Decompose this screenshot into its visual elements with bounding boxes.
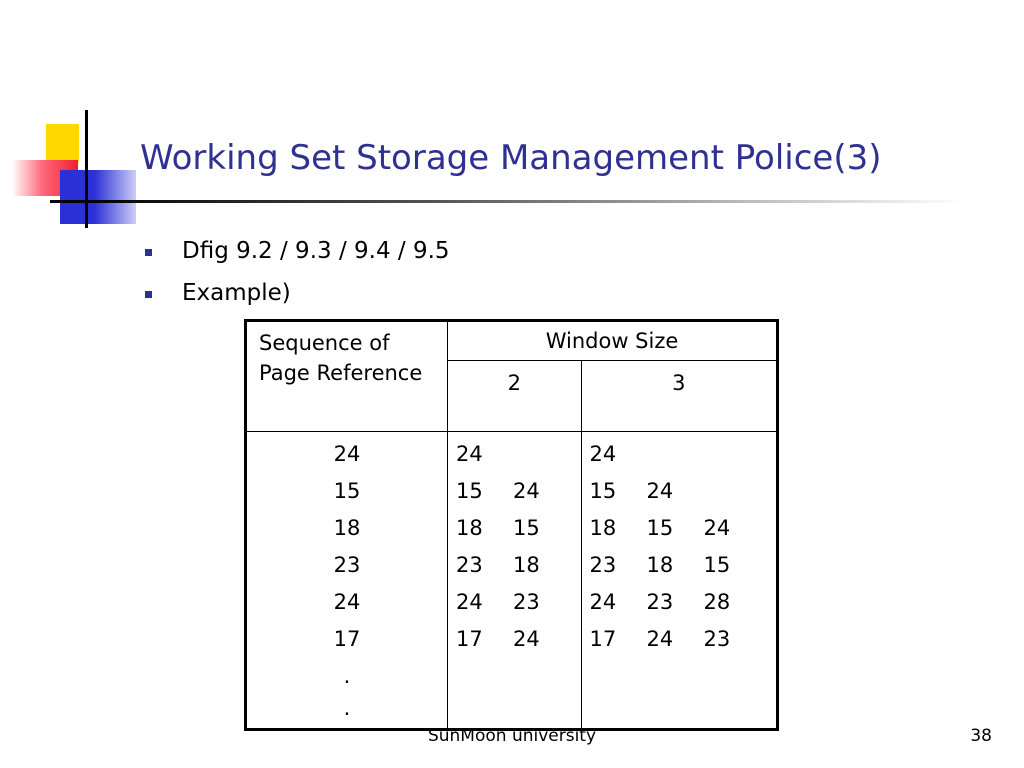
window-size-header: Window Size [448,321,778,361]
window-set-row [456,553,581,590]
page-number-value: 15 [703,553,731,577]
title-underline [85,200,965,203]
page-number-value: 17 [456,627,483,651]
sequence-value: . [343,664,351,688]
window-set-row [456,516,581,553]
sequence-value: . [343,696,351,720]
working-set-table [244,319,779,731]
page-number-value: 18 [513,553,540,577]
sequence-header: Sequence of Page Reference [246,321,448,432]
sequence-value: 18 [333,516,361,540]
bullet-text: Example) [182,280,291,306]
window-set-row [590,590,776,627]
page-number-value: 23 [646,590,674,614]
page-number-value: 24 [513,479,540,503]
window-set-row [590,479,776,516]
window-set-row [590,442,776,479]
window-3-column [581,432,777,730]
page-number-value: 24 [589,590,617,614]
window-set-row [590,516,776,553]
page-number-value: 23 [456,553,483,577]
square-bullet-icon [145,291,152,298]
window-set-row [456,627,581,664]
bullet-item [145,278,450,320]
slide-title: Working Set Storage Management Police(3) [140,138,882,178]
sequence-value: 24 [333,442,361,466]
page-number-value: 24 [456,442,483,466]
page-number-value: 23 [589,553,617,577]
page-number-value: 18 [646,553,674,577]
page-number-value: 24 [646,627,674,651]
logo-vertical-line [85,110,88,228]
page-number-value: 23 [703,627,731,651]
page-number-value: 28 [703,590,731,614]
window-size-2-header: 2 [448,361,582,432]
sequence-value: 23 [333,553,361,577]
window-set-row [590,553,776,590]
window-size-3-header: 3 [581,361,777,432]
window-set-row [456,442,581,479]
footer-text: SunMoon university [427,726,597,746]
page-number-value: 18 [456,516,483,540]
sequence-column [246,432,448,730]
window-set-row [456,479,581,516]
page-number: 38 [970,726,992,746]
page-number-value: 15 [456,479,483,503]
square-bullet-icon [145,249,152,256]
page-number-value: 24 [456,590,483,614]
bullet-list [145,236,450,320]
page-number-value: 18 [589,516,617,540]
page-number-value: 15 [646,516,674,540]
logo-blue-square [60,170,136,224]
page-number-value: 24 [646,479,674,503]
page-number-value: 24 [513,627,540,651]
bullet-item [145,236,450,278]
page-number-value: 24 [589,442,617,466]
page-number-value: 15 [513,516,540,540]
page-number-value: 15 [589,479,617,503]
logo-yellow-square [46,124,79,162]
sequence-value: 17 [333,627,361,651]
page-number-value: 23 [513,590,540,614]
window-2-column [448,432,582,730]
page-number-value: 17 [589,627,617,651]
sequence-value: 24 [333,590,361,614]
page-number-value: 24 [703,516,731,540]
bullet-text: Dfig 9.2 / 9.3 / 9.4 / 9.5 [182,238,450,264]
sequence-value: 15 [333,479,361,503]
window-set-row [590,627,776,664]
window-set-row [456,590,581,627]
